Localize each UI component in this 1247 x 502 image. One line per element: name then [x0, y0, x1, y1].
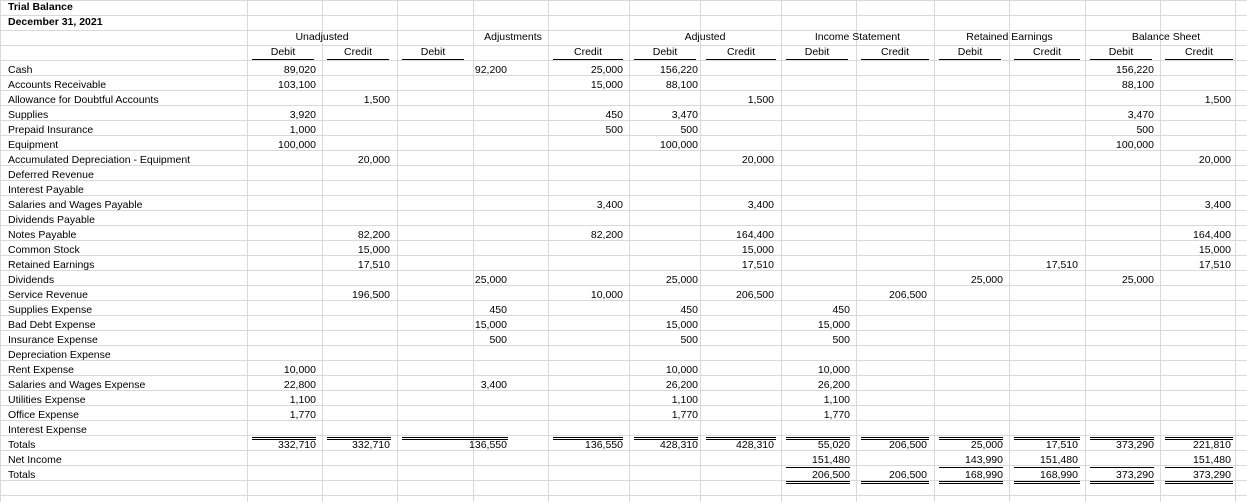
- net-income-underline: [786, 467, 850, 468]
- subheader-underline: [786, 59, 848, 60]
- amount-cell[interactable]: 164,400: [736, 229, 774, 241]
- amount-cell[interactable]: 1,770: [289, 409, 316, 421]
- amount-cell[interactable]: 500: [1136, 124, 1154, 136]
- amount-cell[interactable]: 26,200: [817, 379, 850, 391]
- net-income-underline: [1165, 467, 1233, 468]
- column-subheader-debit[interactable]: Debit: [1108, 46, 1134, 58]
- amount-cell[interactable]: 151,480: [1193, 454, 1231, 466]
- amount-cell[interactable]: 136,550: [585, 439, 623, 451]
- totals-top-rule: [861, 439, 929, 440]
- column-subheader-debit[interactable]: Debit: [652, 46, 678, 58]
- amount-cell[interactable]: 89,020: [283, 64, 316, 76]
- amount-cell[interactable]: 151,480: [812, 454, 850, 466]
- amount-cell[interactable]: 25,000: [590, 64, 623, 76]
- account-label[interactable]: Dividends Payable: [8, 214, 95, 226]
- account-label[interactable]: Totals: [8, 439, 36, 451]
- amount-cell[interactable]: 151,480: [1040, 454, 1078, 466]
- column-subheader-debit[interactable]: Debit: [420, 46, 446, 58]
- amount-cell[interactable]: 206,500: [889, 469, 927, 481]
- subheader-underline: [939, 59, 1001, 60]
- column-subheader-debit[interactable]: Debit: [957, 46, 983, 58]
- final-total-double-underline: [861, 481, 929, 482]
- account-label[interactable]: Dividends: [8, 274, 55, 286]
- amount-cell[interactable]: 15,000: [665, 319, 698, 331]
- column-subheader-credit[interactable]: Credit: [880, 46, 909, 58]
- amount-cell[interactable]: 17,510: [1045, 259, 1078, 271]
- totals-top-rule: [634, 439, 698, 440]
- amount-cell[interactable]: 3,920: [289, 109, 316, 121]
- amount-cell[interactable]: 168,990: [1040, 469, 1078, 481]
- account-label[interactable]: Totals: [8, 469, 36, 481]
- final-total-double-underline: [786, 481, 850, 482]
- subheader-underline: [1014, 59, 1080, 60]
- final-total-double-underline: [1090, 483, 1154, 484]
- column-subheader-credit[interactable]: Credit: [1032, 46, 1061, 58]
- totals-top-rule: [861, 437, 929, 438]
- account-label[interactable]: Office Expense: [8, 409, 80, 421]
- sheet-title[interactable]: Trial Balance: [8, 1, 73, 13]
- amount-cell[interactable]: 22,800: [283, 379, 316, 391]
- account-label[interactable]: Accumulated Depreciation - Equipment: [8, 154, 191, 166]
- final-total-double-underline: [939, 481, 1003, 482]
- account-label[interactable]: Accounts Receivable: [8, 79, 107, 91]
- amount-cell[interactable]: 3,400: [1204, 199, 1231, 211]
- amount-cell[interactable]: 20,000: [1198, 154, 1231, 166]
- amount-cell[interactable]: 428,310: [660, 439, 698, 451]
- column-subheader-credit[interactable]: Credit: [1184, 46, 1213, 58]
- amount-cell[interactable]: 1,500: [1204, 94, 1231, 106]
- amount-cell[interactable]: 20,000: [741, 154, 774, 166]
- amount-cell[interactable]: 206,500: [889, 439, 927, 451]
- amount-cell[interactable]: 92,200: [474, 64, 507, 76]
- totals-top-rule: [1014, 437, 1080, 438]
- net-income-underline: [1014, 467, 1080, 468]
- section-header[interactable]: Retained Earnings: [966, 31, 1053, 43]
- amount-cell[interactable]: 15,000: [741, 244, 774, 256]
- net-income-underline: [1090, 467, 1154, 468]
- subheader-underline: [553, 59, 623, 60]
- amount-cell[interactable]: 3,400: [480, 379, 507, 391]
- final-total-double-underline: [861, 483, 929, 484]
- final-total-double-underline: [1090, 481, 1154, 482]
- amount-cell[interactable]: 156,220: [1116, 64, 1154, 76]
- account-label[interactable]: Common Stock: [8, 244, 80, 256]
- amount-cell[interactable]: 15,000: [474, 319, 507, 331]
- account-label[interactable]: Utilities Expense: [8, 394, 86, 406]
- totals-top-rule: [553, 439, 623, 440]
- amount-cell[interactable]: 206,500: [889, 289, 927, 301]
- amount-cell[interactable]: 3,470: [1127, 109, 1154, 121]
- amount-cell[interactable]: 428,310: [736, 439, 774, 451]
- account-label[interactable]: Net Income: [8, 454, 62, 466]
- account-label[interactable]: Rent Expense: [8, 364, 74, 376]
- totals-top-rule: [553, 437, 623, 438]
- totals-top-rule: [1090, 439, 1154, 440]
- amount-cell[interactable]: 164,400: [1193, 229, 1231, 241]
- totals-top-rule: [1090, 437, 1154, 438]
- amount-cell[interactable]: 500: [680, 124, 698, 136]
- amount-cell[interactable]: 206,500: [812, 469, 850, 481]
- amount-cell[interactable]: 450: [680, 304, 698, 316]
- totals-top-rule: [706, 437, 776, 438]
- amount-cell[interactable]: 156,220: [660, 64, 698, 76]
- subheader-underline: [634, 59, 696, 60]
- subheader-underline: [252, 59, 314, 60]
- totals-top-rule: [1165, 439, 1233, 440]
- final-total-double-underline: [939, 483, 1003, 484]
- totals-top-rule: [634, 437, 698, 438]
- amount-cell[interactable]: 373,290: [1116, 469, 1154, 481]
- totals-top-rule: [786, 439, 850, 440]
- amount-cell[interactable]: 373,290: [1193, 469, 1231, 481]
- account-label[interactable]: Equipment: [8, 139, 59, 151]
- section-header[interactable]: Income Statement: [814, 31, 901, 43]
- amount-cell[interactable]: 143,990: [965, 454, 1003, 466]
- amount-cell[interactable]: 15,000: [817, 319, 850, 331]
- amount-cell[interactable]: 450: [489, 304, 507, 316]
- amount-cell[interactable]: 1,770: [671, 409, 698, 421]
- account-label[interactable]: Retained Earnings: [8, 259, 95, 271]
- totals-top-rule: [939, 439, 1003, 440]
- account-label[interactable]: Depreciation Expense: [8, 349, 111, 361]
- final-total-double-underline: [1014, 483, 1080, 484]
- account-label[interactable]: Interest Payable: [8, 184, 84, 196]
- amount-cell[interactable]: 25,000: [970, 274, 1003, 286]
- final-total-double-underline: [786, 483, 850, 484]
- section-header[interactable]: Adjustments: [484, 31, 542, 43]
- final-total-double-underline: [1165, 481, 1233, 482]
- amount-cell[interactable]: 25,000: [474, 274, 507, 286]
- account-label[interactable]: Deferred Revenue: [8, 169, 94, 181]
- totals-top-rule: [327, 437, 391, 438]
- amount-cell[interactable]: 1,000: [289, 124, 316, 136]
- amount-cell[interactable]: 500: [605, 124, 623, 136]
- net-income-underline: [939, 467, 1003, 468]
- amount-cell[interactable]: 17,510: [741, 259, 774, 271]
- amount-cell[interactable]: 88,100: [1121, 79, 1154, 91]
- amount-cell[interactable]: 15,000: [357, 244, 390, 256]
- column-subheader-credit[interactable]: Credit: [726, 46, 755, 58]
- amount-cell[interactable]: 17,510: [1198, 259, 1231, 271]
- account-label[interactable]: Insurance Expense: [8, 334, 98, 346]
- amount-cell[interactable]: 168,990: [965, 469, 1003, 481]
- final-total-double-underline: [1165, 483, 1233, 484]
- totals-top-rule: [402, 437, 508, 438]
- amount-cell[interactable]: 10,000: [817, 364, 850, 376]
- amount-cell[interactable]: 10,000: [283, 364, 316, 376]
- totals-top-rule: [1165, 437, 1233, 438]
- amount-cell[interactable]: 332,710: [278, 439, 316, 451]
- totals-top-rule: [327, 439, 391, 440]
- amount-cell[interactable]: 1,100: [823, 394, 850, 406]
- amount-cell[interactable]: 100,000: [1116, 139, 1154, 151]
- amount-cell[interactable]: 82,200: [590, 229, 623, 241]
- amount-cell[interactable]: 1,500: [363, 94, 390, 106]
- account-label[interactable]: Cash: [8, 64, 33, 76]
- totals-top-rule: [1014, 439, 1080, 440]
- column-subheader-credit[interactable]: Credit: [573, 46, 602, 58]
- account-label[interactable]: Service Revenue: [8, 289, 88, 301]
- subheader-underline: [1165, 59, 1233, 60]
- account-label[interactable]: Supplies: [8, 109, 49, 121]
- column-subheader-debit[interactable]: Debit: [804, 46, 830, 58]
- amount-cell[interactable]: 136,550: [469, 439, 507, 451]
- amount-cell[interactable]: 450: [832, 304, 850, 316]
- section-header[interactable]: Adjusted: [684, 31, 726, 43]
- amount-cell[interactable]: 25,000: [1121, 274, 1154, 286]
- amount-cell[interactable]: 17,510: [357, 259, 390, 271]
- amount-cell[interactable]: 221,810: [1193, 439, 1231, 451]
- amount-cell[interactable]: 25,000: [970, 439, 1003, 451]
- amount-cell[interactable]: 100,000: [278, 139, 316, 151]
- totals-top-rule: [252, 439, 316, 440]
- amount-cell[interactable]: 10,000: [665, 364, 698, 376]
- amount-cell[interactable]: 10,000: [590, 289, 623, 301]
- amount-cell[interactable]: 15,000: [590, 79, 623, 91]
- account-label[interactable]: Supplies Expense: [8, 304, 93, 316]
- amount-cell[interactable]: 17,510: [1045, 439, 1078, 451]
- amount-cell[interactable]: 15,000: [1198, 244, 1231, 256]
- totals-top-rule: [402, 439, 508, 440]
- amount-cell[interactable]: 55,020: [817, 439, 850, 451]
- amount-cell[interactable]: 1,100: [289, 394, 316, 406]
- amount-cell[interactable]: 25,000: [665, 274, 698, 286]
- account-label[interactable]: Allowance for Doubtful Accounts: [8, 94, 159, 106]
- amount-cell[interactable]: 1,770: [823, 409, 850, 421]
- column-subheader-credit[interactable]: Credit: [343, 46, 372, 58]
- amount-cell[interactable]: 26,200: [665, 379, 698, 391]
- account-label[interactable]: Salaries and Wages Expense: [8, 379, 146, 391]
- amount-cell[interactable]: 206,500: [736, 289, 774, 301]
- totals-top-rule: [706, 439, 776, 440]
- account-label[interactable]: Notes Payable: [8, 229, 77, 241]
- subheader-underline: [861, 59, 929, 60]
- section-header[interactable]: Balance Sheet: [1131, 31, 1201, 43]
- amount-cell[interactable]: 3,470: [671, 109, 698, 121]
- amount-cell[interactable]: 100,000: [660, 139, 698, 151]
- final-total-double-underline: [1014, 481, 1080, 482]
- account-label[interactable]: Prepaid Insurance: [8, 124, 94, 136]
- subheader-underline: [402, 59, 464, 60]
- amount-cell[interactable]: 103,100: [278, 79, 316, 91]
- section-header[interactable]: Unadjusted: [295, 31, 349, 43]
- amount-cell[interactable]: 196,500: [352, 289, 390, 301]
- totals-top-rule: [786, 437, 850, 438]
- amount-cell[interactable]: 82,200: [357, 229, 390, 241]
- account-label[interactable]: Salaries and Wages Payable: [8, 199, 143, 211]
- account-label[interactable]: Bad Debt Expense: [8, 319, 96, 331]
- subheader-underline: [706, 59, 776, 60]
- amount-cell[interactable]: 500: [489, 334, 507, 346]
- amount-cell[interactable]: 1,500: [747, 94, 774, 106]
- amount-cell[interactable]: 3,400: [747, 199, 774, 211]
- amount-cell[interactable]: 20,000: [357, 154, 390, 166]
- amount-cell[interactable]: 88,100: [665, 79, 698, 91]
- column-subheader-debit[interactable]: Debit: [270, 46, 296, 58]
- account-label[interactable]: Interest Expense: [8, 424, 87, 436]
- amount-cell[interactable]: 373,290: [1116, 439, 1154, 451]
- sheet-date[interactable]: December 31, 2021: [8, 16, 103, 28]
- amount-cell[interactable]: 500: [680, 334, 698, 346]
- amount-cell[interactable]: 3,400: [596, 199, 623, 211]
- subheader-underline: [327, 59, 389, 60]
- subheader-underline: [1090, 59, 1152, 60]
- amount-cell[interactable]: 332,710: [352, 439, 390, 451]
- totals-top-rule: [252, 437, 316, 438]
- amount-cell[interactable]: 450: [605, 109, 623, 121]
- totals-top-rule: [939, 437, 1003, 438]
- amount-cell[interactable]: 1,100: [671, 394, 698, 406]
- amount-cell[interactable]: 500: [832, 334, 850, 346]
